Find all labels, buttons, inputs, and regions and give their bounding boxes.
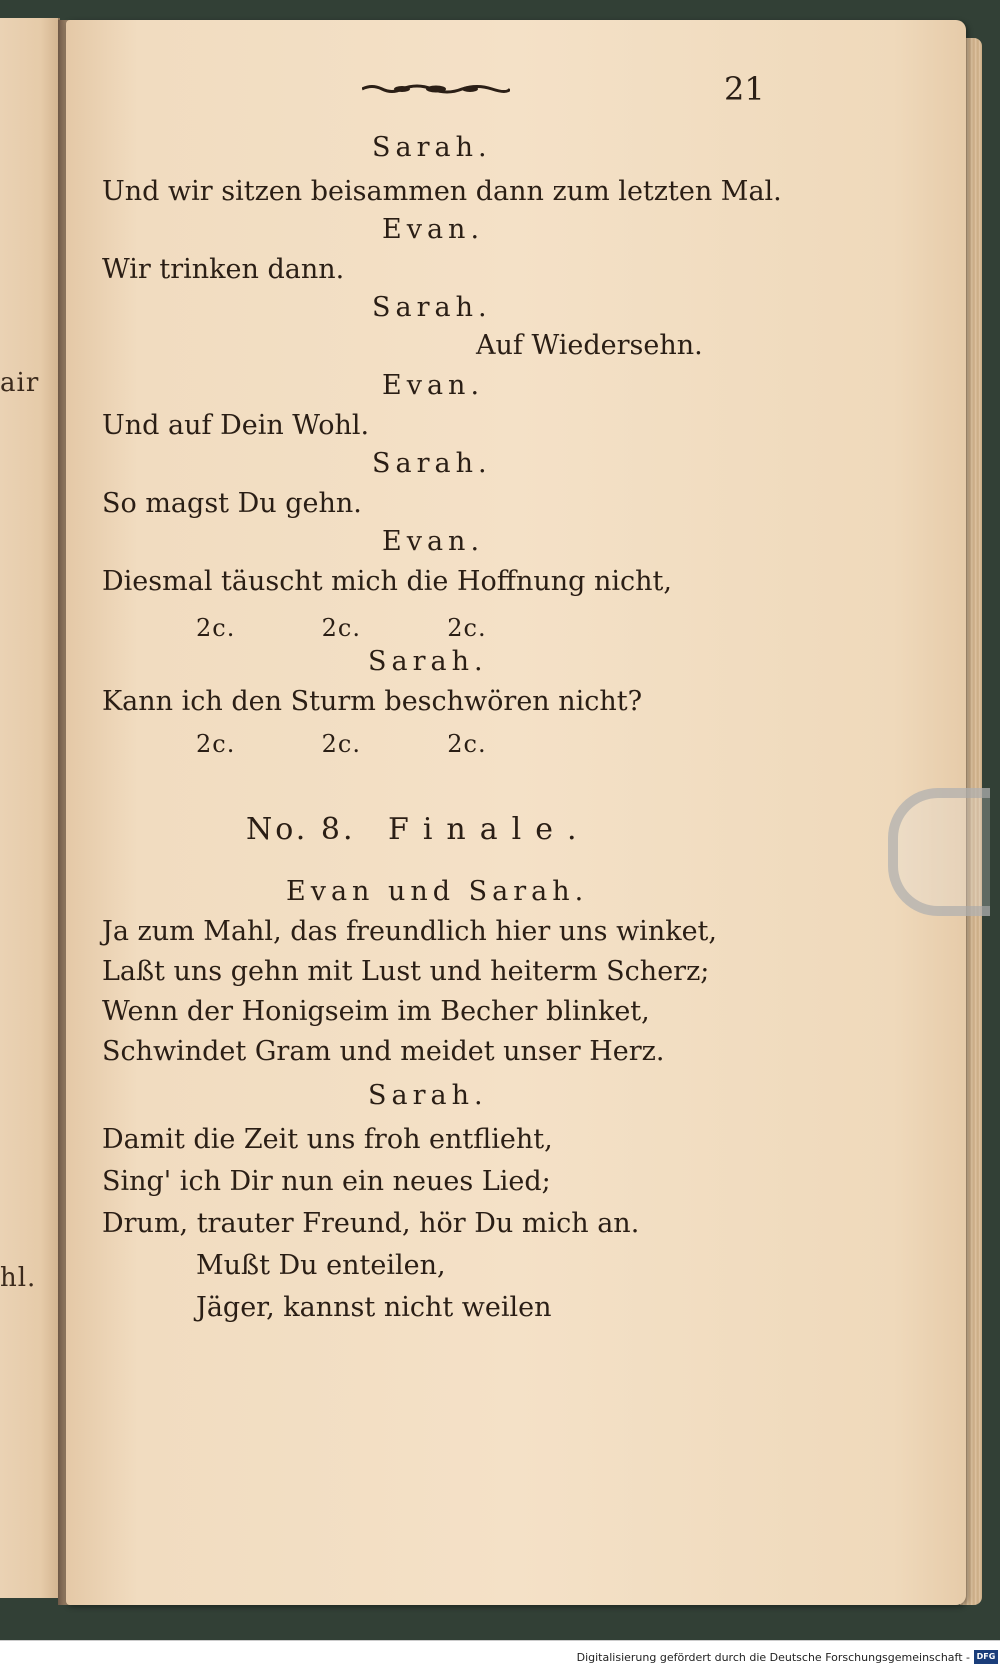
- verse-line: Wenn der Honigseim im Becher blinket,: [102, 996, 650, 1027]
- verse-line: Drum, trauter Freund, hör Du mich an.: [102, 1208, 640, 1239]
- verse-line: Laßt uns gehn mit Lust und heiterm Scherz;: [102, 956, 710, 987]
- footer-credit: Digitalisierung gefördert durch die Deutsche Forschungsgemeinschaft -: [576, 1651, 970, 1664]
- verse-line: Mußt Du enteilen,: [196, 1250, 446, 1281]
- verse-line: Ja zum Mahl, das freundlich hier uns winket,: [102, 916, 717, 947]
- decorative-rule-ornament: [362, 82, 510, 96]
- speaker-label: Evan.: [382, 526, 485, 557]
- verse-line: Diesmal täuscht mich die Hoffnung nicht,: [102, 566, 672, 597]
- left-page-fragment: hl.: [0, 1263, 37, 1293]
- speaker-label: Sarah.: [372, 448, 492, 479]
- speaker-label: Sarah.: [368, 1080, 488, 1111]
- verse-line: Sing' ich Dir nun ein neues Lied;: [102, 1166, 551, 1197]
- verse-line: Und auf Dein Wohl.: [102, 410, 370, 441]
- section-title: Finale.: [388, 812, 591, 847]
- speaker-label: Sarah.: [372, 292, 492, 323]
- speaker-label: Evan und Sarah.: [286, 876, 589, 907]
- verse-line: Kann ich den Sturm beschwören nicht?: [102, 686, 643, 717]
- speaker-label: Sarah.: [372, 132, 492, 163]
- verse-line: Wir trinken dann.: [102, 254, 345, 285]
- verse-line: Und wir sitzen beisammen dann zum letzten Mal.: [102, 176, 782, 207]
- verse-line: Schwindet Gram und meidet unser Herz.: [102, 1036, 665, 1067]
- verse-line: So magst Du gehn.: [102, 488, 362, 519]
- speaker-label: Sarah.: [368, 646, 488, 677]
- left-page-edge: [0, 18, 60, 1598]
- verse-line: Jäger, kannst nicht weilen: [196, 1292, 552, 1323]
- speaker-label: Evan.: [382, 214, 485, 245]
- dfg-logo: DFG: [974, 1650, 998, 1664]
- etc-marks: 2c. 2c. 2c.: [196, 614, 487, 642]
- verse-line: Auf Wiedersehn.: [476, 330, 703, 361]
- footer-bar: [0, 1640, 1000, 1677]
- etc-marks: 2c. 2c. 2c.: [196, 730, 487, 758]
- page-clip: [888, 788, 990, 916]
- speaker-label: Evan.: [382, 370, 485, 401]
- verse-line: Damit die Zeit uns froh entflieht,: [102, 1124, 553, 1155]
- page-number: 21: [724, 70, 765, 108]
- section-number: No. 8.: [246, 812, 356, 847]
- left-page-fragment: air: [0, 368, 40, 398]
